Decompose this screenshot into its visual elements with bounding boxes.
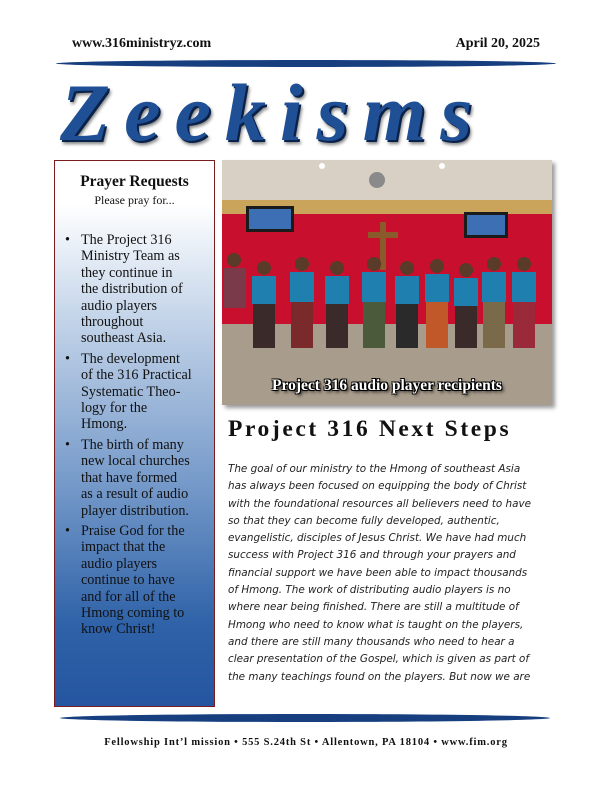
prayer-line: logy for the	[81, 400, 148, 417]
prayer-line: continue to have	[81, 572, 175, 589]
bullet-icon: •	[65, 232, 70, 248]
bullet-icon: •	[65, 436, 70, 453]
article-line: Hmong who need to know what is taught on the players,	[228, 618, 524, 631]
sidebar-subtitle: Please pray for...	[94, 193, 175, 207]
prayer-item	[65, 523, 208, 638]
footer-contact: Fellowship Int’l mission • 555 S.24th St • Allentown, PA 18104 • www.fim.org	[104, 737, 508, 748]
article-line: clear presentation of the Gospel, which is given as part of	[228, 653, 530, 666]
article-line: the many teachings found on the players. But now we are	[228, 670, 531, 683]
prayer-line: impact that the	[81, 539, 166, 556]
prayer-line: The development	[81, 350, 180, 367]
article-line: The goal of our ministry to the Hmong of southeast Asia	[228, 463, 521, 475]
photo-caption: Project 316 audio player recipients	[272, 377, 502, 394]
prayer-item	[65, 437, 208, 519]
prayer-line: new local churches	[81, 453, 190, 470]
right-screen-display	[467, 215, 505, 235]
bullet-icon: •	[65, 350, 70, 367]
prayer-requests-sidebar	[54, 160, 215, 707]
masthead	[48, 68, 568, 158]
prayer-line: audio players	[81, 297, 158, 314]
prayer-line: Hmong.	[81, 416, 128, 433]
prayer-line: and for all of the	[81, 588, 176, 605]
sidebar-title: Prayer Requests	[80, 173, 189, 190]
prayer-line: audio players	[81, 555, 158, 572]
article-line: of Hmong. The work of distributing audio players is no	[228, 584, 511, 597]
ceiling-light-icon	[439, 163, 445, 169]
prayer-line: they continue in	[81, 264, 173, 281]
recipients-photo	[222, 160, 552, 405]
prayer-line: Hmong coming to	[81, 604, 185, 621]
prayer-item	[65, 232, 208, 347]
prayer-line: southeast Asia.	[81, 330, 167, 347]
article-line: and there are still many thousands who need to hear a	[228, 635, 515, 648]
cross-bar	[368, 232, 398, 238]
cross-icon	[380, 222, 386, 270]
prayer-line: know Christ!	[81, 621, 156, 638]
website-url[interactable]: www.316ministryz.com	[72, 36, 212, 51]
bottom-brush-divider	[60, 714, 550, 722]
prayer-line: Ministry Team as	[81, 248, 180, 265]
issue-date: April 20, 2025	[455, 36, 540, 51]
prayer-line: throughout	[81, 314, 144, 331]
article-line: with the foundational resources all believers need to have	[228, 497, 532, 510]
article-line: has always been focused on equipping the body of Christ	[228, 480, 527, 493]
bullet-icon: •	[65, 522, 70, 539]
prayer-item	[65, 351, 208, 433]
prayer-line: that have formed	[81, 469, 178, 486]
prayer-line: of the 316 Practical	[81, 367, 192, 384]
prayer-line: The birth of many	[81, 436, 184, 453]
prayer-line: the distribution of	[81, 281, 183, 298]
article-line: so that they can become fully developed, authentic,	[228, 514, 500, 527]
ceiling-wall	[222, 160, 552, 205]
prayer-line: as a result of audio	[81, 486, 189, 503]
article-line: financial support we have been able to impact thousands	[228, 566, 528, 579]
ceiling-light-icon	[319, 163, 325, 169]
prayer-line: The Project 316	[81, 232, 172, 248]
prayer-list	[55, 232, 214, 638]
prayer-line: Systematic Theo-	[81, 383, 181, 400]
left-screen-display	[249, 209, 291, 229]
article-line: evangelistic, disciples of Jesus Christ. We have had much	[228, 532, 527, 545]
ceiling-fan-icon	[369, 172, 385, 188]
photo-illustration	[222, 160, 552, 405]
article-line: success with Project 316 and through your prayers and	[228, 549, 516, 562]
article-title: Project 316 Next Steps	[228, 416, 512, 442]
prayer-line: Praise God for the	[81, 522, 185, 539]
prayer-line: player distribution.	[81, 502, 189, 519]
article-line: where near being finished. There are still a multitude of	[228, 601, 519, 614]
top-brush-divider	[55, 60, 556, 67]
recipients-group	[224, 253, 536, 348]
masthead-title: Zeekisms	[60, 67, 487, 158]
article-body	[228, 461, 556, 686]
